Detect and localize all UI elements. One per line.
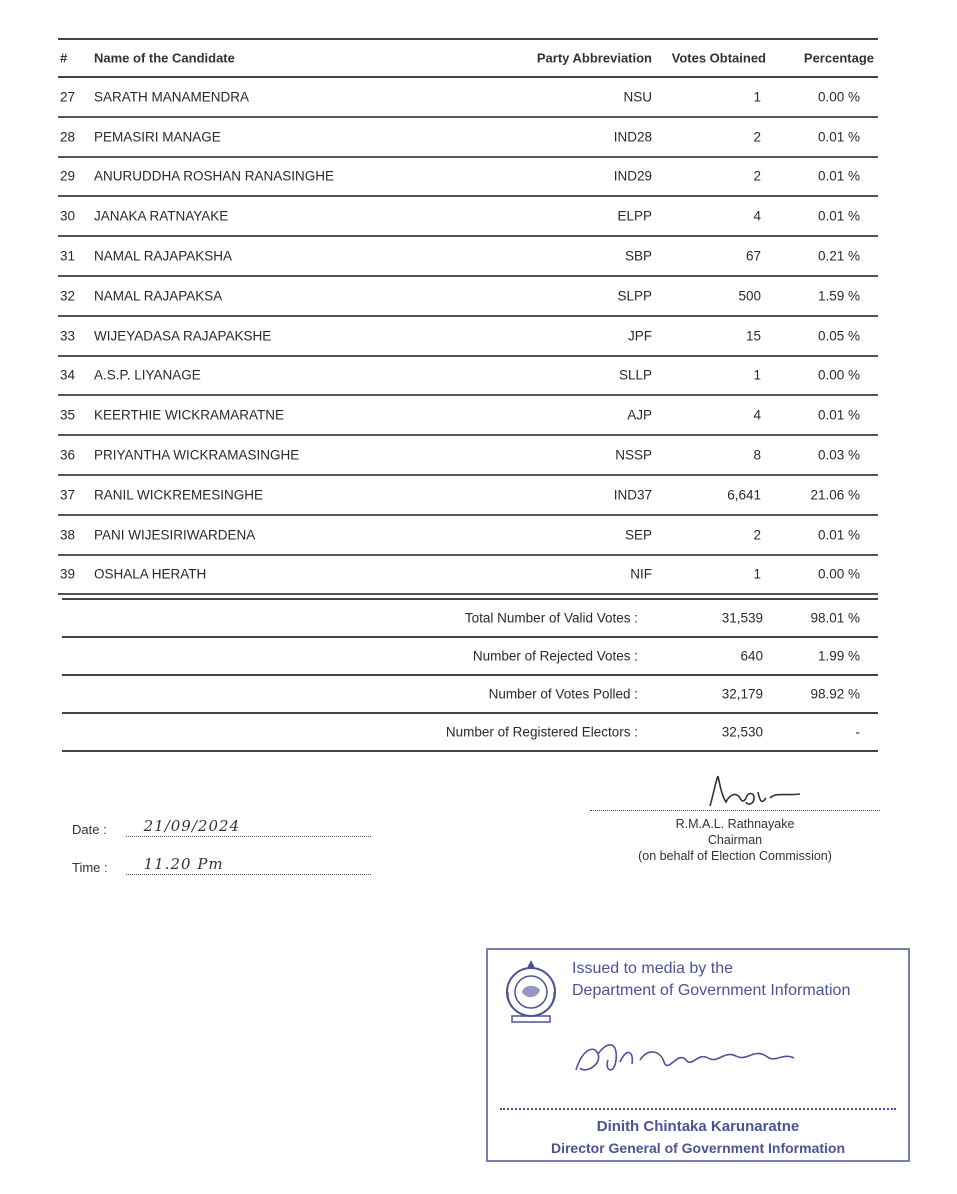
table-row bbox=[58, 118, 878, 158]
votes-obtained: 1 bbox=[753, 367, 761, 383]
time-value: 11.20 Pm bbox=[143, 855, 224, 873]
candidate-number: 39 bbox=[60, 566, 76, 582]
candidate-number: 29 bbox=[60, 168, 76, 184]
time-label: Time : bbox=[72, 860, 108, 875]
candidate-name: NAMAL RAJAPAKSHA bbox=[94, 248, 233, 264]
percentage: 0.00 % bbox=[817, 367, 860, 383]
stamp-heading bbox=[572, 958, 850, 1002]
table-row bbox=[58, 277, 878, 317]
percentage: 0.03 % bbox=[817, 447, 860, 463]
table-row bbox=[58, 197, 878, 237]
candidate-name: PANI WIJESIRIWARDENA bbox=[94, 527, 256, 543]
director-signature bbox=[568, 1030, 828, 1090]
time-dots bbox=[126, 855, 371, 875]
date-label: Date : bbox=[72, 822, 107, 837]
candidate-name: NAMAL RAJAPAKSA bbox=[94, 288, 223, 304]
time-line bbox=[72, 855, 371, 875]
party-abbreviation: NIF bbox=[630, 566, 652, 582]
stamp-signature-line bbox=[500, 1108, 896, 1110]
table-row bbox=[58, 476, 878, 516]
percentage: 1.59 % bbox=[817, 288, 860, 304]
header-votes: Votes Obtained bbox=[671, 50, 766, 66]
votes-obtained: 15 bbox=[745, 328, 761, 344]
header-name: Name of the Candidate bbox=[94, 50, 235, 66]
stamp-line2: Department of Government Information bbox=[572, 982, 851, 999]
date-dots bbox=[126, 817, 371, 837]
votes-obtained: 4 bbox=[753, 208, 761, 224]
candidate-name: PRIYANTHA WICKRAMASINGHE bbox=[94, 447, 300, 463]
table-row bbox=[58, 357, 878, 397]
table-row bbox=[58, 396, 878, 436]
candidate-number: 33 bbox=[60, 328, 76, 344]
director-title: Director General of Government Information bbox=[550, 1140, 846, 1156]
table-row bbox=[58, 78, 878, 118]
percentage: 0.00 % bbox=[817, 566, 860, 582]
candidate-number: 34 bbox=[60, 367, 76, 383]
table-row bbox=[58, 516, 878, 556]
chairman-note: (on behalf of Election Commission) bbox=[638, 849, 832, 863]
summary-row bbox=[62, 598, 878, 638]
percentage: 0.21 % bbox=[817, 248, 860, 264]
summary-row bbox=[62, 638, 878, 676]
candidate-name: ANURUDDHA ROSHAN RANASINGHE bbox=[94, 168, 335, 184]
candidate-number: 30 bbox=[60, 208, 76, 224]
candidate-name: OSHALA HERATH bbox=[94, 566, 207, 582]
party-abbreviation: IND29 bbox=[613, 168, 652, 184]
party-abbreviation: SEP bbox=[624, 527, 652, 543]
votes-obtained: 2 bbox=[753, 168, 761, 184]
votes-obtained: 2 bbox=[753, 527, 761, 543]
percentage: 0.01 % bbox=[817, 527, 860, 543]
summary-label: Number of Votes Polled : bbox=[488, 686, 638, 702]
candidate-name: JANAKA RATNAYAKE bbox=[94, 208, 229, 224]
votes-obtained: 1 bbox=[753, 566, 761, 582]
votes-obtained: 1 bbox=[753, 89, 761, 105]
summary-row bbox=[62, 676, 878, 714]
party-abbreviation: NSSP bbox=[615, 447, 652, 463]
header-pct: Percentage bbox=[803, 50, 874, 66]
candidate-number: 28 bbox=[60, 129, 76, 145]
party-abbreviation: SLLP bbox=[618, 367, 652, 383]
votes-obtained: 4 bbox=[753, 407, 761, 423]
candidate-name: KEERTHIE WICKRAMARATNE bbox=[94, 407, 285, 423]
government-information-stamp bbox=[486, 948, 910, 1162]
candidate-number: 37 bbox=[60, 487, 76, 503]
votes-obtained: 67 bbox=[745, 248, 761, 264]
candidate-number: 27 bbox=[60, 89, 76, 105]
candidate-number: 32 bbox=[60, 288, 76, 304]
party-abbreviation: SBP bbox=[624, 248, 652, 264]
party-abbreviation: NSU bbox=[623, 89, 652, 105]
chairman-signature-line bbox=[590, 770, 880, 811]
candidate-number: 31 bbox=[60, 248, 76, 264]
summary-label: Number of Rejected Votes : bbox=[472, 648, 638, 664]
percentage: 21.06 % bbox=[810, 487, 860, 503]
date-value: 21/09/2024 bbox=[143, 817, 241, 835]
summary-value: 31,539 bbox=[721, 610, 763, 626]
candidate-number: 36 bbox=[60, 447, 76, 463]
candidate-name: WIJEYADASA RAJAPAKSHE bbox=[94, 328, 272, 344]
summary-percentage: 98.01 % bbox=[810, 610, 860, 626]
party-abbreviation: IND37 bbox=[613, 487, 652, 503]
summary-row bbox=[62, 714, 878, 752]
table-header bbox=[58, 40, 878, 76]
chairman-name: R.M.A.L. Rathnayake bbox=[675, 817, 795, 831]
table-row bbox=[58, 237, 878, 277]
party-abbreviation: ELPP bbox=[617, 208, 652, 224]
votes-obtained: 6,641 bbox=[727, 487, 761, 503]
party-abbreviation: SLPP bbox=[617, 288, 652, 304]
table-row bbox=[58, 556, 878, 596]
chairman-signature bbox=[700, 772, 820, 812]
chairman-title: Chairman bbox=[707, 833, 763, 847]
candidate-number: 38 bbox=[60, 527, 76, 543]
summary-percentage: 1.99 % bbox=[817, 648, 860, 664]
chairman-details bbox=[590, 817, 880, 863]
votes-obtained: 500 bbox=[738, 288, 761, 304]
votes-obtained: 8 bbox=[753, 447, 761, 463]
party-abbreviation: IND28 bbox=[613, 129, 652, 145]
chairman-signature-block bbox=[590, 770, 880, 865]
summary-value: 32,530 bbox=[721, 724, 763, 740]
summary-label: Number of Registered Electors : bbox=[445, 724, 638, 740]
summary-label: Total Number of Valid Votes : bbox=[464, 610, 638, 626]
percentage: 0.00 % bbox=[817, 89, 860, 105]
summary-percentage: 98.92 % bbox=[810, 686, 860, 702]
header-num: # bbox=[60, 50, 68, 66]
vote-summary bbox=[62, 598, 878, 752]
candidate-name: RANIL WICKREMESINGHE bbox=[94, 487, 264, 503]
stamp-line1: Issued to media by the bbox=[572, 960, 733, 977]
candidate-name: A.S.P. LIYANAGE bbox=[94, 367, 201, 383]
percentage: 0.01 % bbox=[817, 168, 860, 184]
table-row bbox=[58, 158, 878, 198]
summary-value: 640 bbox=[740, 648, 763, 664]
party-abbreviation: JPF bbox=[627, 328, 652, 344]
results-table bbox=[58, 38, 878, 595]
table-row bbox=[58, 317, 878, 357]
header-party: Party Abbreviation bbox=[536, 50, 652, 66]
director-name: Dinith Chintaka Karunaratne bbox=[596, 1118, 800, 1135]
percentage: 0.05 % bbox=[817, 328, 860, 344]
summary-percentage: - bbox=[855, 724, 860, 740]
table-row bbox=[58, 436, 878, 476]
candidate-name: PEMASIRI MANAGE bbox=[94, 129, 221, 145]
percentage: 0.01 % bbox=[817, 208, 860, 224]
table-body bbox=[58, 78, 878, 595]
sri-lanka-emblem-icon bbox=[502, 956, 560, 1026]
percentage: 0.01 % bbox=[817, 129, 860, 145]
percentage: 0.01 % bbox=[817, 407, 860, 423]
summary-value: 32,179 bbox=[721, 686, 763, 702]
party-abbreviation: AJP bbox=[627, 407, 652, 423]
candidate-number: 35 bbox=[60, 407, 76, 423]
date-line bbox=[72, 817, 371, 837]
candidate-name: SARATH MANAMENDRA bbox=[94, 89, 250, 105]
votes-obtained: 2 bbox=[753, 129, 761, 145]
